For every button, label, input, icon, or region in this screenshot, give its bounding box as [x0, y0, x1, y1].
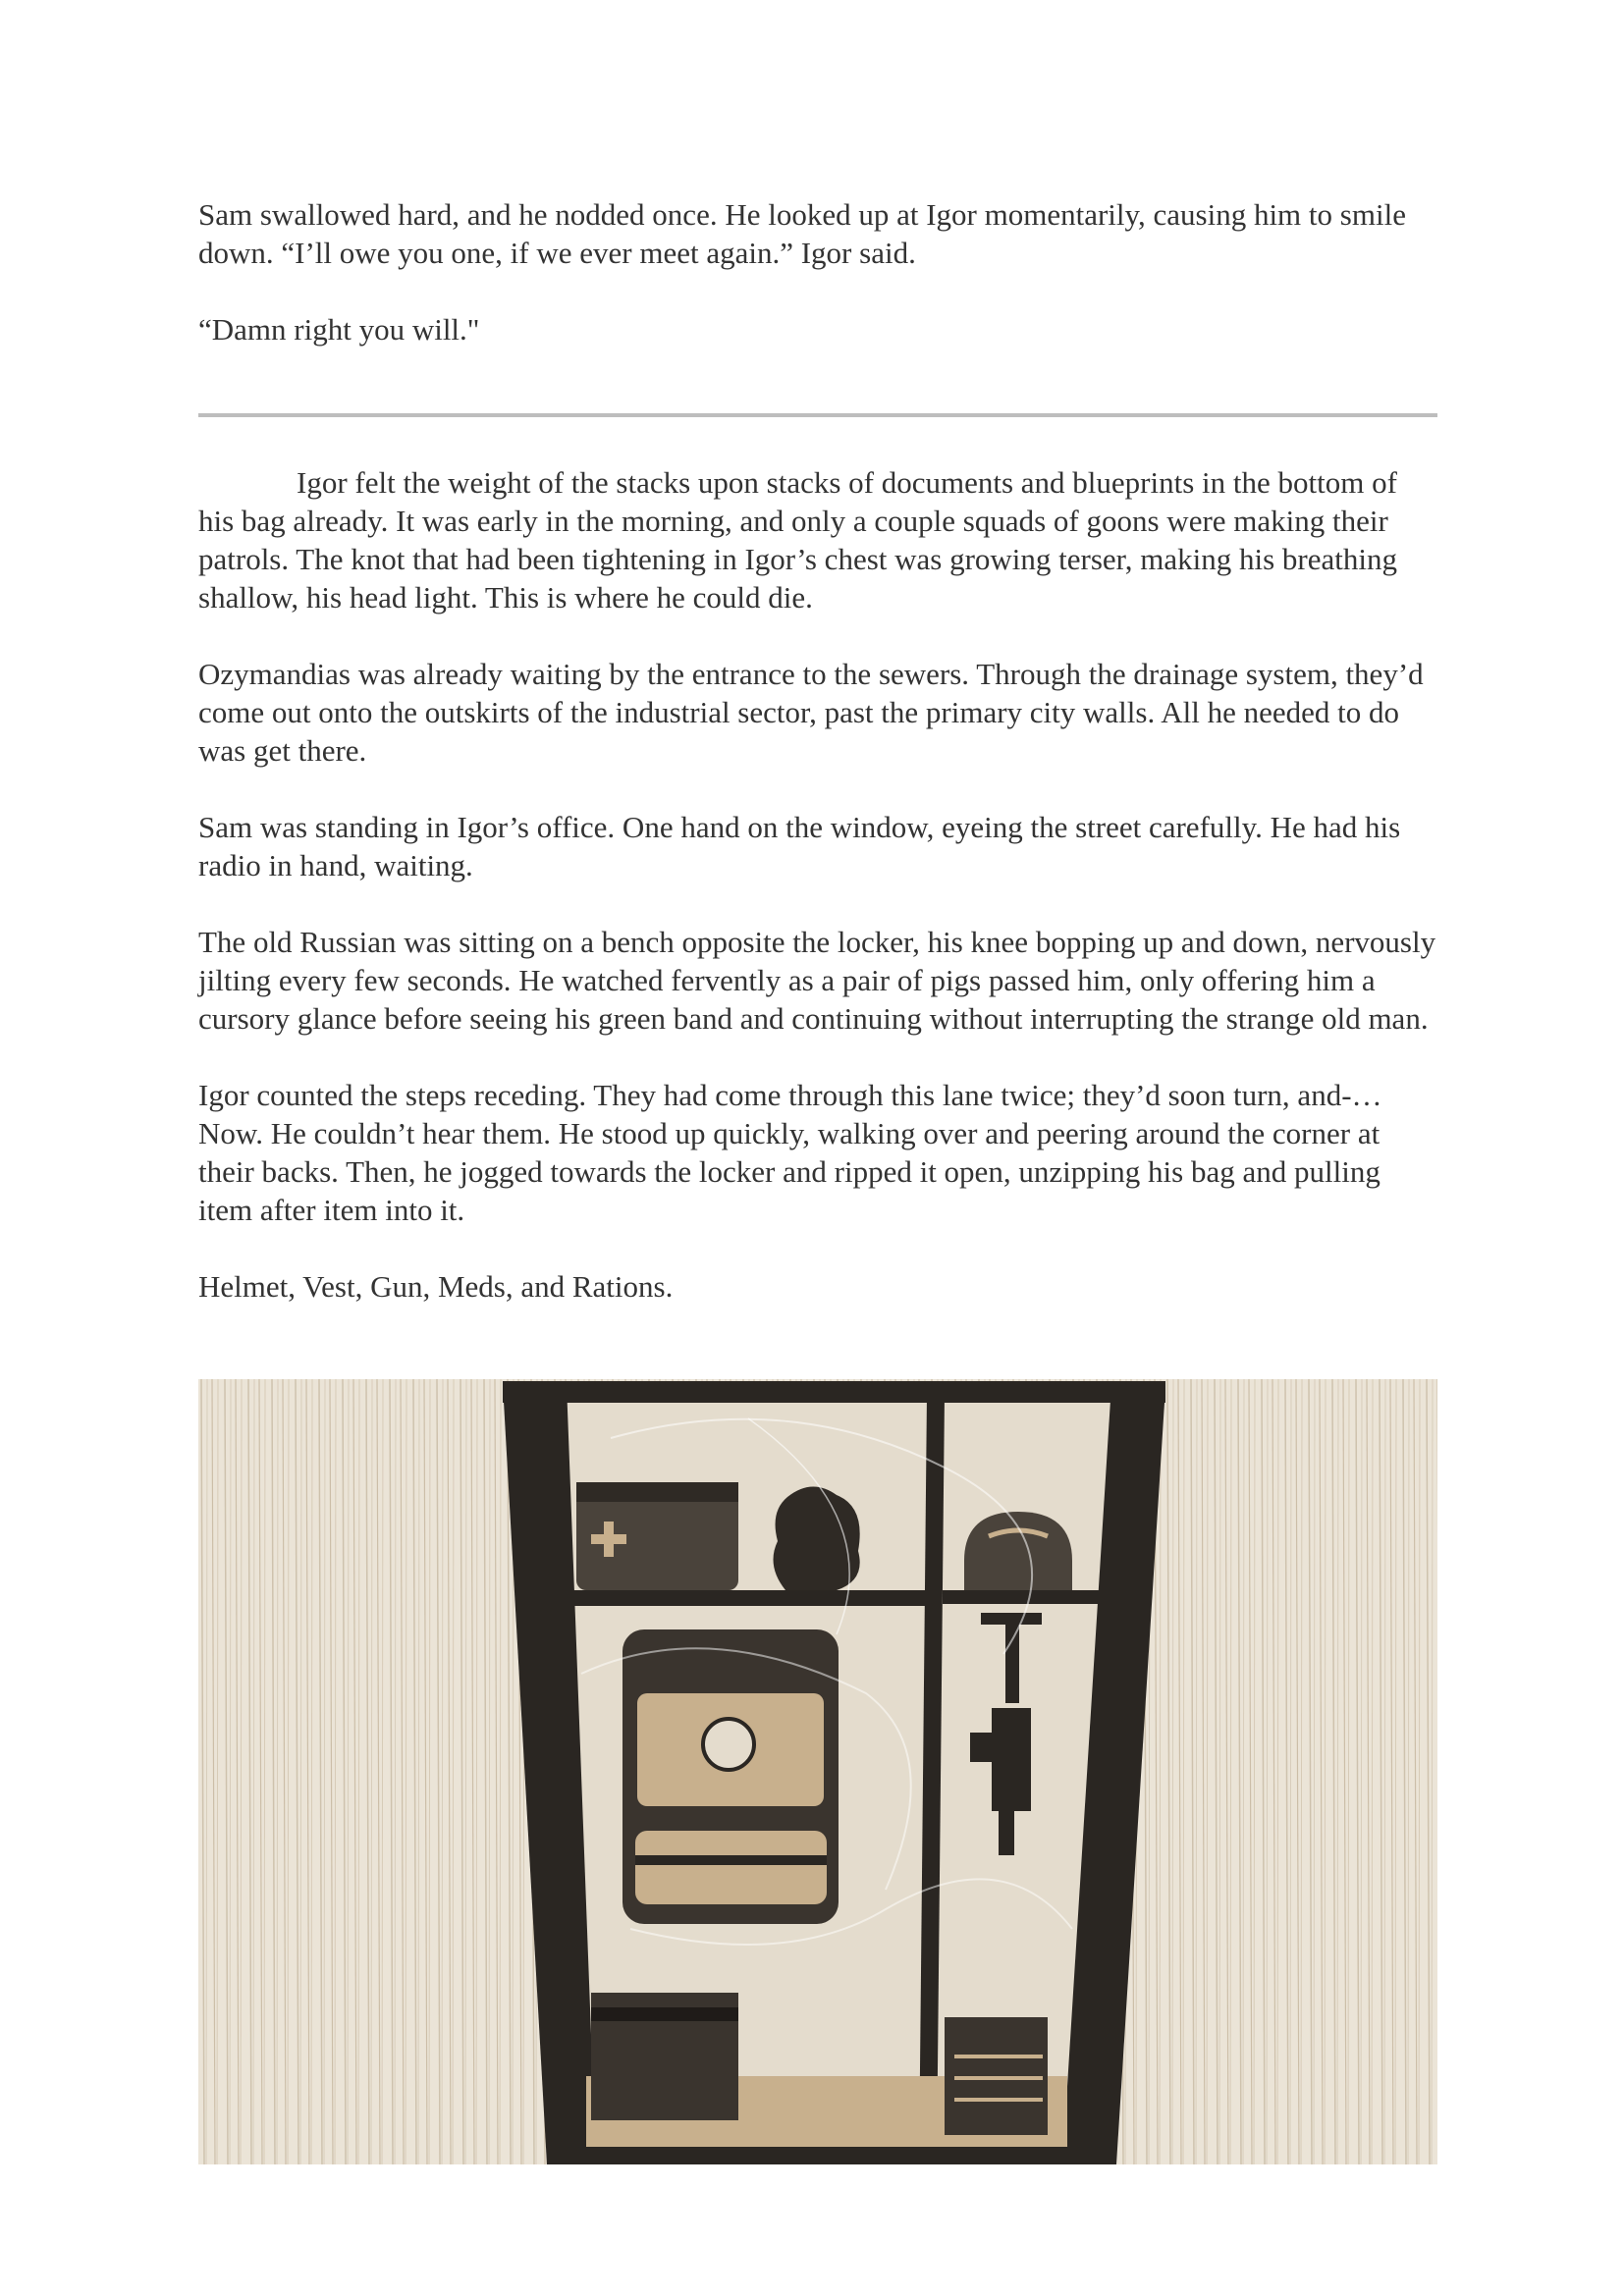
- rations-bag: [774, 1486, 860, 1590]
- text-section-main: [198, 463, 1437, 1306]
- locker-shelf-left: [562, 1590, 930, 1606]
- locker-frame-top: [503, 1381, 1165, 1403]
- paragraph: Ozymandias was already waiting by the entrance to the sewers. Through the drainage system, they’d come out onto the outskirts of the industrial sector, past the primary city walls. All he needed to do was get there.: [198, 657, 1424, 768]
- text-section-opening: [198, 195, 1437, 348]
- paragraph: Igor felt the weight of the stacks upon stacks of documents and blueprints in the bottom of his bag already. It was early in the morning, and only a couple squads of goons were making their patrols. The knot that had been tightening in Igor’s chest was growing terser, making his breathing shallow, his head light. This is where he could die.: [198, 465, 1397, 614]
- gun: [1005, 1625, 1019, 1703]
- locker-illustration: [198, 1379, 1437, 2164]
- paragraph: The old Russian was sitting on a bench opposite the locker, his knee bopping up and down, nervously jilting every few seconds. He watched fervently as a pair of pigs passed him, only offering him a cursory glance before seeing his green band and continuing without interrupting the strange old man.: [198, 925, 1436, 1036]
- paragraph: Helmet, Vest, Gun, Meds, and Rations.: [198, 1269, 674, 1304]
- locker-shelf-right: [943, 1590, 1110, 1604]
- paragraph: Igor counted the steps receding. They had come through this lane twice; they’d soon turn, and-… Now. He couldn’t hear them. He stood up quickly, walking over and peering around the corner at their backs. Then, he jogged towards the locker and ripped it open, unzipping his bag and pulling item after item into it.: [198, 1078, 1382, 1227]
- section-divider: [198, 413, 1437, 417]
- paragraph: Sam was standing in Igor’s office. One hand on the window, eyeing the street carefully. He had his radio in hand, waiting.: [198, 810, 1401, 882]
- helmet: [964, 1512, 1072, 1590]
- paragraph: Sam swallowed hard, and he nodded once. He looked up at Igor momentarily, causing him to smile down. “I’ll owe you one, if we ever meet again.” Igor said.: [198, 197, 1406, 270]
- locker-frame-bottom: [547, 2145, 1116, 2164]
- paragraph: “Damn right you will.": [198, 312, 480, 347]
